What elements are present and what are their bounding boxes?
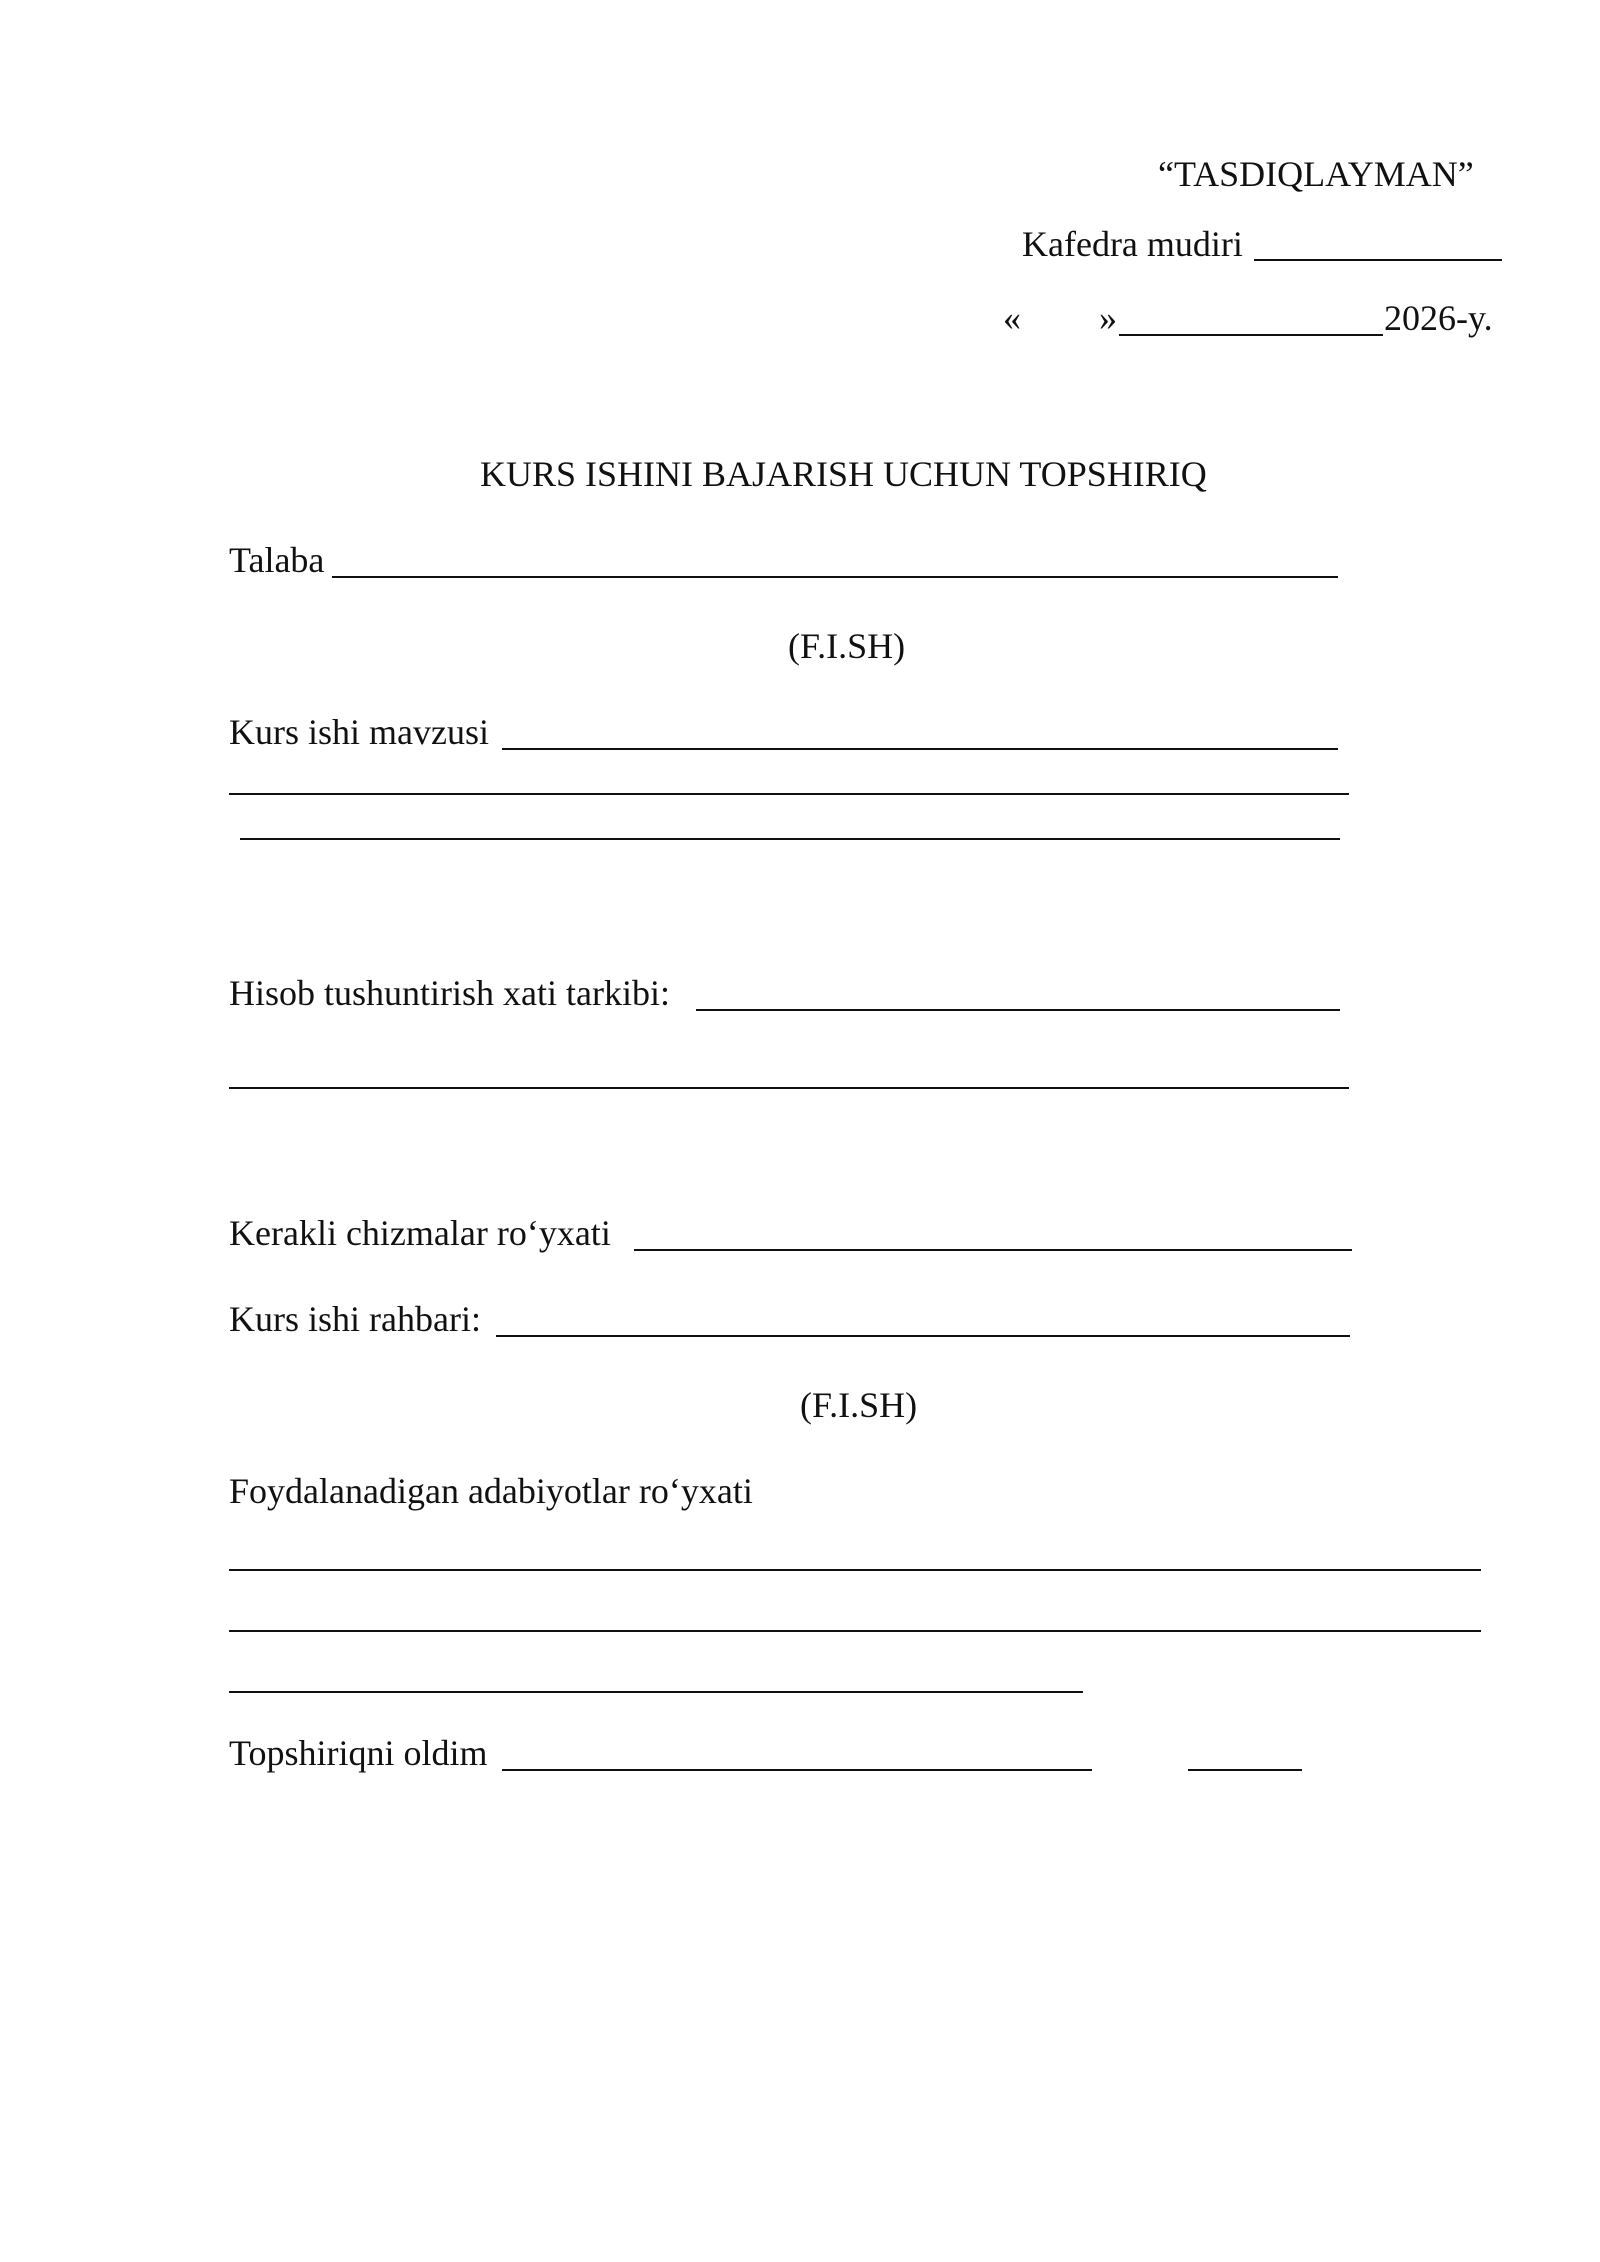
received-label: Topshiriqni oldim	[229, 1733, 488, 1773]
date-quote-open: «	[1003, 298, 1021, 338]
drawings-line	[634, 1249, 1352, 1251]
literature-line-1	[229, 1569, 1481, 1571]
received-date-line	[1188, 1769, 1302, 1771]
department-head-signature-line	[1254, 259, 1502, 261]
report-line-1	[696, 1009, 1340, 1011]
literature-line-3	[229, 1691, 1083, 1693]
topic-label: Kurs ishi mavzusi	[229, 712, 489, 752]
document-title: KURS ISHINI BAJARISH UCHUN TOPSHIRIQ	[480, 454, 1207, 494]
approval-year: 2026-y.	[1384, 298, 1493, 338]
topic-line-3	[240, 838, 1340, 840]
student-name-line	[332, 576, 1338, 578]
approval-title: “TASDIQLAYMAN”	[1158, 154, 1474, 194]
student-label: Talaba	[229, 540, 325, 580]
drawings-label: Kerakli chizmalar ro‘yxati	[229, 1213, 611, 1253]
report-line-2	[229, 1087, 1349, 1089]
report-label: Hisob tushuntirish xati tarkibi:	[229, 973, 670, 1013]
literature-label: Foydalanadigan adabiyotlar ro‘yxati	[229, 1471, 753, 1511]
topic-line-1	[502, 748, 1338, 750]
literature-line-2	[229, 1630, 1481, 1632]
received-signature-line	[502, 1769, 1092, 1771]
date-quote-close: »	[1099, 298, 1117, 338]
supervisor-label: Kurs ishi rahbari:	[229, 1299, 481, 1339]
supervisor-caption: (F.I.SH)	[800, 1385, 918, 1425]
department-head-label: Kafedra mudiri	[1022, 224, 1243, 264]
topic-line-2	[229, 793, 1349, 795]
date-line	[1119, 334, 1383, 336]
supervisor-line	[496, 1335, 1350, 1337]
student-caption: (F.I.SH)	[788, 626, 906, 666]
